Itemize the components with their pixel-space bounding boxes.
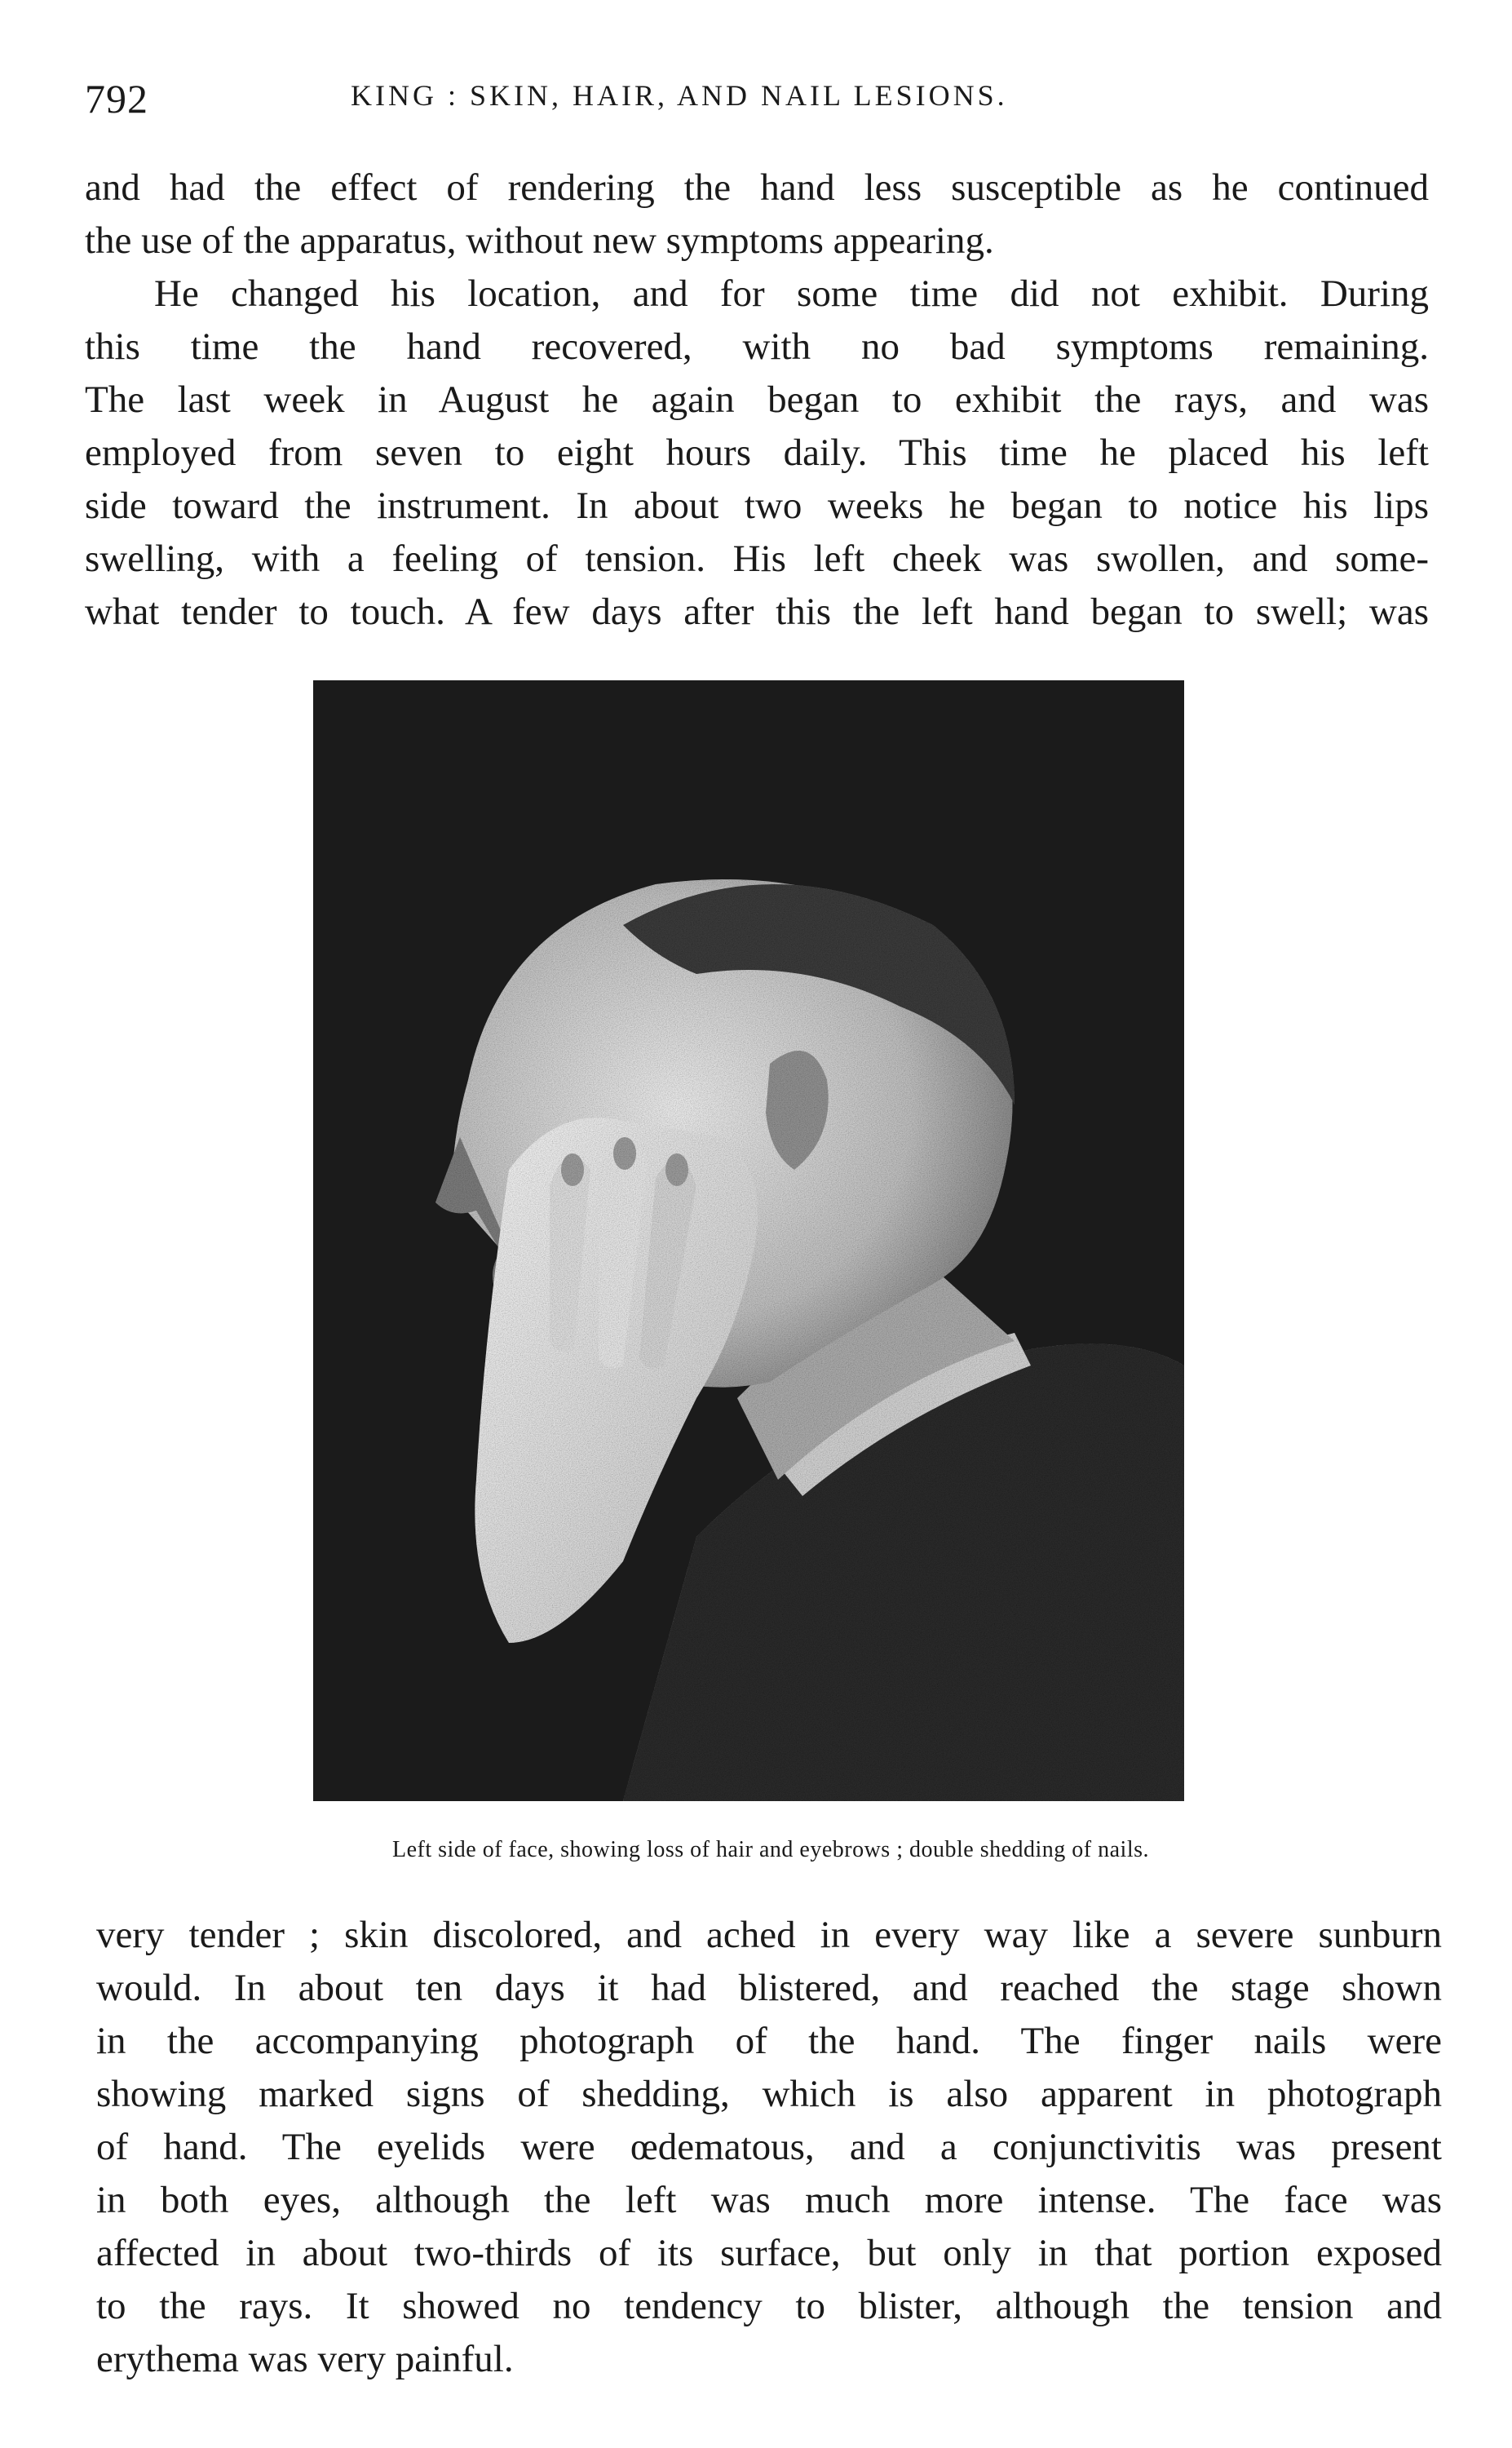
text-line: side toward the instrument. In about two weeks he began to notice his lips [85,485,1429,527]
text-line: and had the effect of rendering the hand less susceptible as he continued [85,166,1429,209]
text-line: the use of the apparatus, without new symptoms appearing. [85,219,994,262]
text-line: The last week in August he again began to exhibit the rays, and was [85,378,1429,421]
text-line: of hand. The eyelids were œdematous, and a conjunctivitis was present [96,2126,1442,2168]
nail-3 [665,1153,688,1186]
body-paragraph-bottom [96,1909,1442,2386]
text-line: erythema was very painful. [96,2338,514,2380]
figure-caption: Left side of face, showing loss of hair and eyebrows ; double shedding of nails. [391,1837,1149,1862]
text-line: this time the hand recovered, with no bad symptoms remaining. [85,325,1429,368]
running-head: KING : SKIN, HAIR, AND NAIL LESIONS. [351,79,1008,112]
page-number: 792 [85,76,148,122]
photograph-illustration [313,680,1184,1801]
text-line: to the rays. It showed no tendency to blister, although the tension and [96,2285,1442,2327]
text-line: swelling, with a feeling of tension. His left cheek was swollen, and some- [85,538,1429,580]
body-paragraph-top [85,162,1429,639]
nail-2 [613,1137,636,1170]
text-line: employed from seven to eight hours daily. This time he placed his left [85,432,1429,474]
nail-1 [561,1153,584,1186]
text-line: what tender to touch. A few days after this the left hand began to swell; was [85,591,1429,633]
text-line: would. In about ten days it had blistered, and reached the stage shown [96,1967,1442,2009]
text-line: affected in about two-thirds of its surface, but only in that portion exposed [96,2232,1442,2274]
text-line: in the accompanying photograph of the hand. The finger nails were [96,2020,1442,2062]
text-line: very tender ; skin discolored, and ached in every way like a severe sunburn [96,1914,1442,1956]
text-line: showing marked signs of shedding, which is also apparent in photograph [96,2073,1442,2115]
text-line: in both eyes, although the left was much more intense. The face was [96,2179,1442,2221]
text-line: He changed his location, and for some time did not exhibit. During [154,272,1429,315]
halftone-photograph [313,680,1184,1801]
